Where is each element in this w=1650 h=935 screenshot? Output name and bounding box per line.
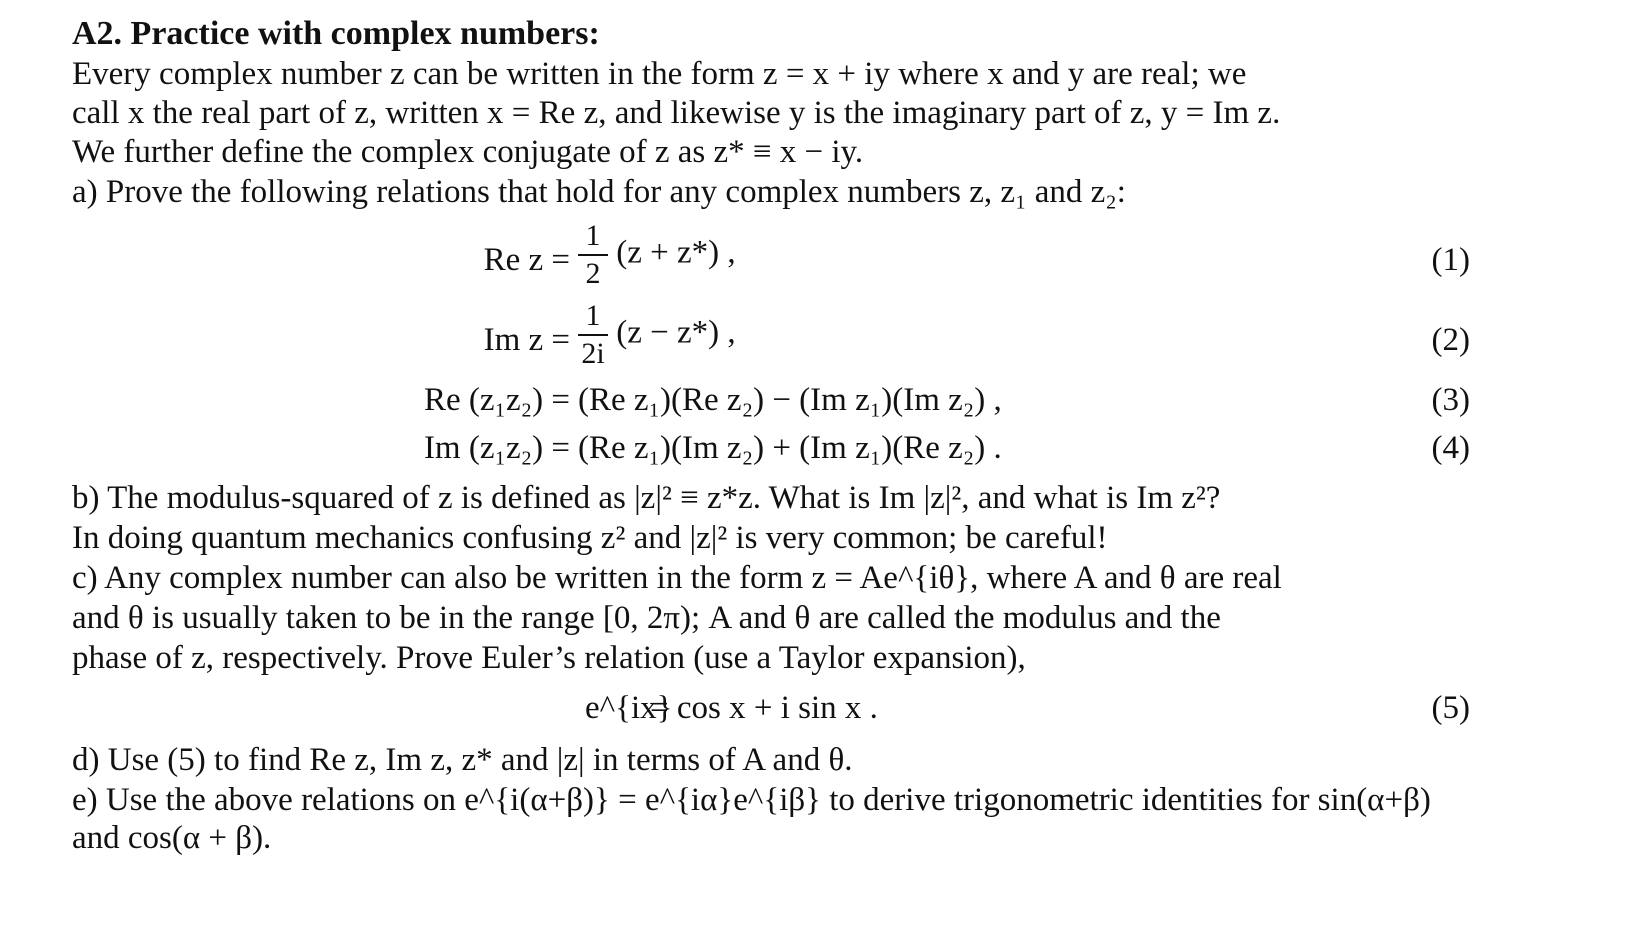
equation-3-rhs: (Re z₁)(Re z₂) − (Im z₁)(Im z₂) , bbox=[578, 382, 1002, 418]
fraction-numerator: 1 bbox=[585, 219, 601, 252]
part-a-text: a) Prove the following relations that hold for any complex numbers z, z₁ and z₂: bbox=[72, 174, 1126, 210]
equation-3-number: (3) bbox=[1431, 382, 1470, 418]
intro-line-3: We further define the complex conjugate of z as z* ≡ x − iy. bbox=[72, 134, 864, 170]
equation-2-rhs bbox=[578, 300, 736, 370]
equation-4-lhs: Im (z₁z₂) = bbox=[423, 430, 570, 466]
equation-1-lhs: Re z = bbox=[483, 242, 570, 278]
part-b-line-2: In doing quantum mechanics confusing z² and |z|² is very common; be careful! bbox=[72, 520, 1108, 556]
equation-2-lhs: Im z = bbox=[483, 322, 570, 358]
equation-4-number: (4) bbox=[1431, 430, 1470, 466]
problem-heading: A2. Practice with complex numbers: bbox=[72, 15, 600, 52]
equation-2-number: (2) bbox=[1431, 322, 1470, 358]
equation-5-number: (5) bbox=[1431, 690, 1470, 726]
part-d-text: d) Use (5) to find Re z, Im z, z* and |z| in terms of A and θ. bbox=[72, 742, 853, 778]
fraction-bar bbox=[578, 254, 608, 256]
part-b-line-1: b) The modulus-squared of z is defined as |z|² ≡ z*z. What is Im |z|², and what is Im z²? bbox=[72, 480, 1221, 516]
part-e-line-2: and cos(α + β). bbox=[72, 820, 272, 856]
part-c-line-3: phase of z, respectively. Prove Euler’s relation (use a Taylor expansion), bbox=[72, 640, 1026, 676]
equation-2-body: (z − z*) , bbox=[616, 314, 736, 351]
equation-1-number: (1) bbox=[1431, 242, 1470, 278]
equation-2-fraction bbox=[578, 300, 608, 370]
fraction-bar bbox=[578, 334, 608, 336]
fraction-numerator: 1 bbox=[585, 299, 601, 332]
equation-5-rhs: = cos x + i sin x . bbox=[650, 690, 878, 726]
fraction-denominator: 2i bbox=[581, 337, 605, 370]
part-c-line-2: and θ is usually taken to be in the range [0, 2π); A and θ are called the modulus and the bbox=[72, 600, 1221, 636]
equation-1-body: (z + z*) , bbox=[616, 234, 736, 271]
equation-1-fraction bbox=[578, 220, 608, 290]
equation-4-rhs: (Re z₁)(Im z₂) + (Im z₁)(Re z₂) . bbox=[578, 430, 1002, 466]
equation-3-lhs: Re (z₁z₂) = bbox=[423, 382, 570, 418]
equation-1-rhs bbox=[578, 220, 736, 290]
fraction-denominator: 2 bbox=[585, 257, 601, 290]
intro-line-1: Every complex number z can be written in the form z = x + iy where x and y are real; we bbox=[72, 56, 1247, 92]
part-e-line-1: e) Use the above relations on e^{i(α+β)} = e^{iα}e^{iβ} to derive trigonometric identities for sin(α+β) bbox=[72, 782, 1431, 818]
part-c-line-1: c) Any complex number can also be written in the form z = Ae^{iθ}, where A and θ are real bbox=[72, 560, 1282, 596]
equation-5-lhs: e^{ix} bbox=[585, 690, 673, 726]
intro-line-2: call x the real part of z, written x = Re z, and likewise y is the imaginary part of z, y = Im z. bbox=[72, 95, 1281, 131]
